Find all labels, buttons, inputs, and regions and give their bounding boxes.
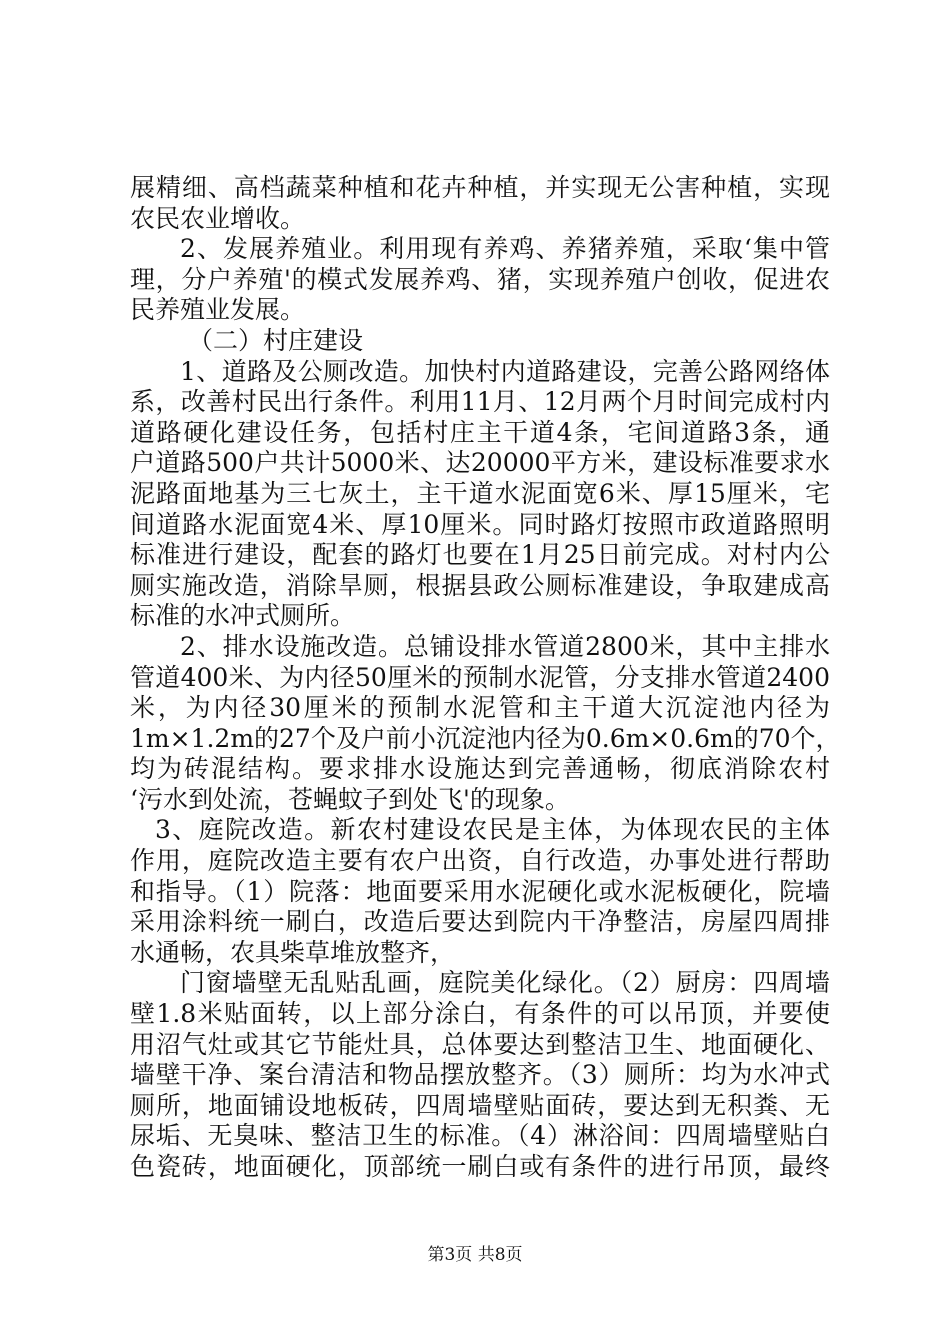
text-line: 民养殖业发展。 bbox=[130, 295, 306, 325]
text-line: 作用，庭院改造主要有农户出资，自行改造，办事处进行帮助 bbox=[130, 846, 830, 876]
text-line: 间道路水泥面宽4米、厚10厘米。同时路灯按照市政道路照明 bbox=[130, 509, 830, 539]
text-line: 道路硬化建设任务，包括村庄主干道4条，宅间道路3条，通 bbox=[130, 417, 830, 447]
document-body bbox=[130, 173, 841, 1183]
text-line: 和指导。（1）院落：地面要采用水泥硬化或水泥板硬化，院墙 bbox=[130, 876, 830, 906]
text-line: 户道路500户共计5000米、达20000平方米，建设标准要求水 bbox=[130, 448, 830, 478]
text-line: 标准进行建设，配套的路灯也要在1月25日前完成。对村内公 bbox=[130, 540, 830, 570]
text-line: 壁1.8米贴面转，以上部分涂白，有条件的可以吊顶，并要使 bbox=[130, 999, 830, 1029]
paragraph-start: 门窗墙壁无乱贴乱画，庭院美化绿化。（2）厨房：四周墙 bbox=[180, 968, 830, 998]
text-line: 农民农业增收。 bbox=[130, 203, 306, 233]
text-line: 展精细、高档蔬菜种植和花卉种植，并实现无公害种植，实现 bbox=[130, 173, 830, 202]
text-line: 墙壁干净、案台清洁和物品摆放整齐。（3）厕所：均为水冲式 bbox=[130, 1060, 830, 1090]
text-line: 标准的水冲式厕所。 bbox=[130, 601, 356, 631]
text-line: 理，分户养殖'的模式发展养鸡、猪，实现养殖户创收，促进农 bbox=[130, 264, 830, 294]
text-line: ‘污水到处流，苍蝇蚊子到处飞'的现象。 bbox=[130, 784, 570, 814]
text-line: 水通畅，农具柴草堆放整齐， bbox=[130, 937, 456, 967]
paragraph-start: 1、道路及公厕改造。加快村内道路建设，完善公路网络体 bbox=[180, 356, 830, 386]
section-heading: （二）村庄建设 bbox=[188, 325, 364, 355]
text-line: 用沼气灶或其它节能灶具，总体要达到整洁卫生、地面硬化、 bbox=[130, 1029, 830, 1059]
text-line: 采用涂料统一刷白，改造后要达到院内干净整洁，房屋四周排 bbox=[130, 907, 830, 937]
page-number-footer: 第3页 共8页 bbox=[427, 1245, 523, 1265]
text-line: 1m×1.2m的27个及户前小沉淀池内径为0.6m×0.6m的70个， bbox=[130, 723, 841, 753]
paragraph-start: 2、排水设施改造。总铺设排水管道2800米，其中主排水 bbox=[180, 631, 830, 661]
text-line: 管道400米、为内径50厘米的预制水泥管，分支排水管道2400 bbox=[130, 662, 830, 692]
text-line: 均为砖混结构。要求排水设施达到完善通畅，彻底消除农村 bbox=[130, 754, 830, 784]
paragraph-start: 2、发展养殖业。利用现有养鸡、养猪养殖，采取‘集中管 bbox=[180, 234, 830, 264]
text-line: 厕实施改造，消除旱厕，根据县政公厕标准建设，争取建成高 bbox=[130, 570, 830, 600]
text-line: 泥路面地基为三七灰土，主干道水泥面宽6米、厚15厘米，宅 bbox=[130, 478, 830, 508]
text-line: 米，为内径30厘米的预制水泥管和主干道大沉淀池内径为 bbox=[130, 693, 830, 723]
text-line: 色瓷砖，地面硬化，顶部统一刷白或有条件的进行吊顶，最终 bbox=[130, 1152, 830, 1181]
text-line: 尿垢、无臭味、整洁卫生的标准。（4）淋浴间：四周墙壁贴白 bbox=[130, 1121, 830, 1151]
text-line: 厕所，地面铺设地板砖，四周墙壁贴面砖，要达到无积粪、无 bbox=[130, 1090, 830, 1120]
paragraph-start: 3、庭院改造。新农村建设农民是主体，为体现农民的主体 bbox=[155, 815, 830, 845]
text-line: 系，改善村民出行条件。利用11月、12月两个月时间完成村内 bbox=[130, 387, 830, 417]
